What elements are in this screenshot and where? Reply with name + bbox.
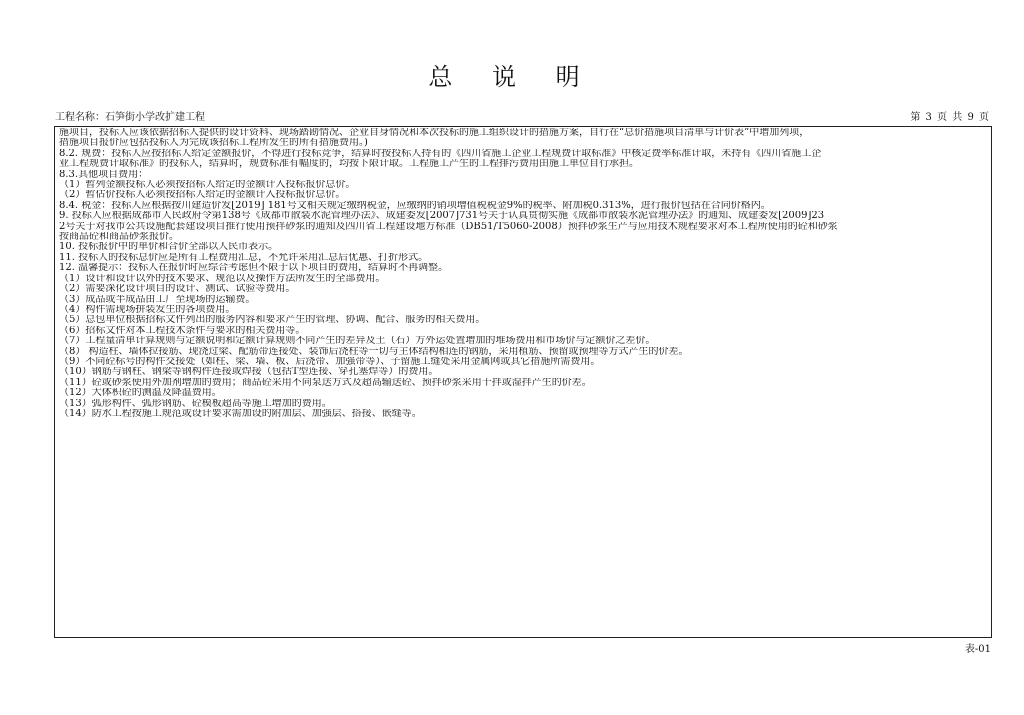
content-line: （7）工程量清单计算规则与定额说明和定额计算规则不同产生的差异及土（石）方外运处置增加的堆场费用和市场价与定额价之差价。 xyxy=(59,336,656,347)
content-line: 12. 温馨提示：投标人在报价时应综合考虑但不限于以下项目的费用，结算时不再调整。 xyxy=(59,263,449,274)
content-line: （4）构件需现场拼装发生的各项费用。 xyxy=(59,304,236,315)
content-line: 11. 投标人的投标总价应是所有工程费用汇总，不允许采用汇总后优惠、打折形式。 xyxy=(59,252,429,263)
content-line: 施项目，投标人应该依据招标人提供的设计资料、现场踏勘情况、企业自身情况和本次投标的施工组织设计的措施方案，自行在“总价措施项目清单与计价表”中增加列项， xyxy=(59,128,810,138)
content-line: 8.3.其他项目费用： xyxy=(59,169,149,180)
content-line: （1）暂列金额投标人必须按招标人给定的金额计入投标报价总价。 xyxy=(59,180,356,191)
content-line: 按商品砼和商品砂浆报价。 xyxy=(59,232,179,243)
content-line: 业工程规费计取标准》的投标人，结算时，规费标准有幅度的，均按下限计取。工程施工产生的工程排污费用由施工单位自行承担。 xyxy=(59,159,639,170)
content-line: （5）总包单位根据招标文件列出的服务内容和要求产生的管理、协调、配合、服务的相关费用。 xyxy=(59,315,486,326)
content-line: （9）不同砼标号的构件交接处（如柱、梁、墙、板、后浇带、加强带等）、子留施工缝处采用金属网或其它措施所需费用。 xyxy=(59,356,601,367)
content-line: 9. 投标人应根据成都市人民政府令第138号《成都市散装水泥管理办法》、成建委发[2007]731号关于认真贯彻实施《成都市散装水泥管理办法》的通知、成建委发[2009]23 xyxy=(59,211,825,222)
content-line: （12）大体积砼的测温及降温费用。 xyxy=(59,388,222,399)
content-line: （13）弧形构件、弧形钢筋、砼模板超高等施工增加的费用。 xyxy=(59,398,332,409)
content-line: （14）防水工程按施工规范或设计要求需加设的附加层、加强层、搭接、嵌缝等。 xyxy=(59,408,422,419)
content-line: （10）钢筋与钢柱、钢梁等钢构件连接或焊接（包括T型连接、穿孔塞焊等）的费用。 xyxy=(59,367,439,378)
content-line: 8.2. 规费：投标人应按招标人给定金额报价，不得进行投标竞争，结算时按投标人持有的《四川省施工企业工程规费计取标准》中核定费率标准计取，未持有《四川省施工企 xyxy=(59,148,822,159)
content-line: （3）成品或半成品由工厂至现场的运输费。 xyxy=(59,294,256,305)
content-line: 8.4. 税金：投标人应根据按川建造价发[2019] 181号文相关规定缴纳税金，应缴纳的销项增值税税金9%的税率、附加税0.313%，进行报价包括在合同价格内。 xyxy=(59,200,771,211)
content-line: （11）砼或砂浆使用外加剂增加的费用；商品砼采用不同泵送方式及超高输送砼、预拌砂浆采用干拌或湿拌产生的价差。 xyxy=(59,377,592,388)
content-line: （2）需要深化设计项目的设计、测试、试验等费用。 xyxy=(59,284,296,295)
content-line: 10. 投标报价中的单价和合价全部以人民币表示。 xyxy=(59,242,279,253)
project-name: 工程名称：石笋街小学改扩建工程 xyxy=(55,112,205,123)
page-indicator: 第 3 页 共 9 页 xyxy=(910,112,990,123)
form-code: 表-01 xyxy=(964,644,991,655)
page-title: 总 说 明 xyxy=(428,63,596,91)
content-line: （1）设计和设计以外的技术要求、规范以及操作方法所发生的全部费用。 xyxy=(59,273,386,284)
content-line: 2号关于对我市公共设施配套建设项目推行使用预拌砂浆的通知及四川省工程建设地方标准（DB51/T5060-2008）预拌砂浆生产与应用技术规程要求对本工程所使用的砼和砂浆 xyxy=(59,221,838,232)
description-content-box xyxy=(54,126,992,638)
content-line: （2）暂估价投标人必须按招标人给定的金额计入投标报价总价。 xyxy=(59,190,346,201)
content-line: （6）招标文件对本工程技术条件与要求的相关费用等。 xyxy=(59,325,306,336)
content-line: 措施项目报价应包括投标人为完成该招标工程所发生的所有措施费用。) xyxy=(59,138,368,149)
content-line: （8） 构造柱、墙体拉接筋、现浇过梁、配筋带连接处、装饰后浇柱等一切与主体结构相连的钢筋，采用植筋、预留或预埋等方式产生的价差。 xyxy=(59,346,689,357)
